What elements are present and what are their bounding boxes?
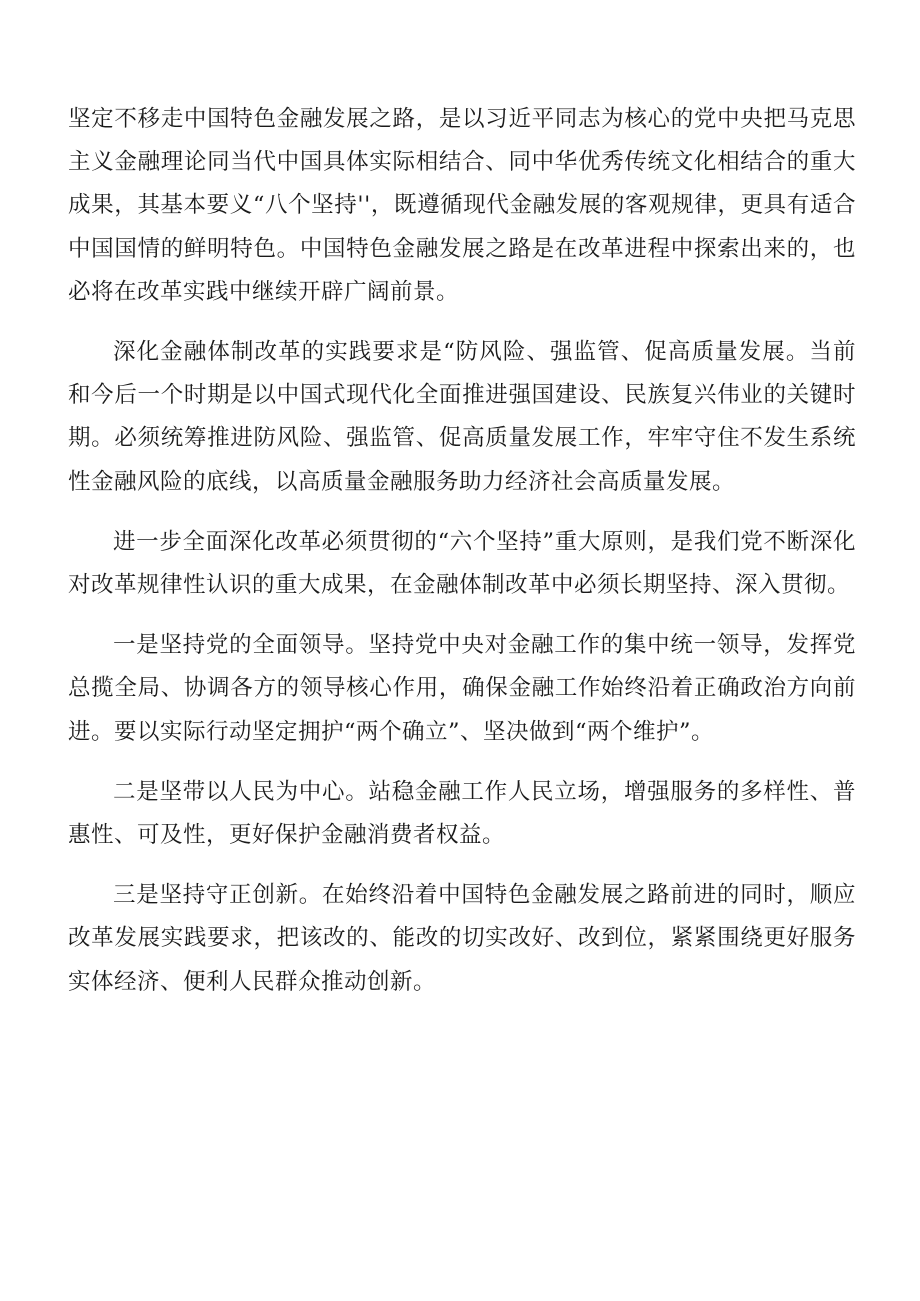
paragraph-5: 二是坚带以人民为中心。站稳金融工作人民立场，增强服务的多样性、普惠性、可及性，更好保护金融消费者权益。 [68,778,856,849]
paragraph-2: 深化金融体制改革的实践要求是“防风险、强监管、促高质量发展。当前和今后一个时期是以中国式现代化全面推进强国建设、民族复兴伟业的关键时期。必须统筹推进防风险、强监管、促高质量发展工作，牢牢守住不发生系统性金融风险的底线，以高质量金融服务助力经济社会高质量发展。 [68,339,856,495]
document-body [68,98,856,1021]
paragraph-3: 进一步全面深化改革必须贯彻的“六个坚持”重大原则，是我们党不断深化对改革规律性认识的重大成果，在金融体制改革中必须长期坚持、深入贯彻。 [68,528,856,599]
paragraph-6: 三是坚持守正创新。在始终沿着中国特色金融发展之路前进的同时，顺应改革发展实践要求，把该改的、能改的切实改好、改到位，紧紧围绕更好服务实体经济、便利人民群众推动创新。 [68,882,856,995]
paragraph-1: 坚定不移走中国特色金融发展之路，是以习近平同志为核心的党中央把马克思主义金融理论同当代中国具体实际相结合、同中华优秀传统文化相结合的重大成果，其基本要义“八个坚持''，既遵循现代金融发展的客观规律，更具有适合中国国情的鲜明特色。中国特色金融发展之路是在改革进程中探索出来的，也必将在改革实践中继续开辟广阔前景。 [68,106,856,305]
paragraph-4: 一是坚持党的全面领导。坚持党中央对金融工作的集中统一领导，发挥党总揽全局、协调各方的领导核心作用，确保金融工作始终沿着正确政治方向前进。要以实际行动坚定拥护“两个确立”、坚决做到“两个维护”。 [68,632,856,745]
